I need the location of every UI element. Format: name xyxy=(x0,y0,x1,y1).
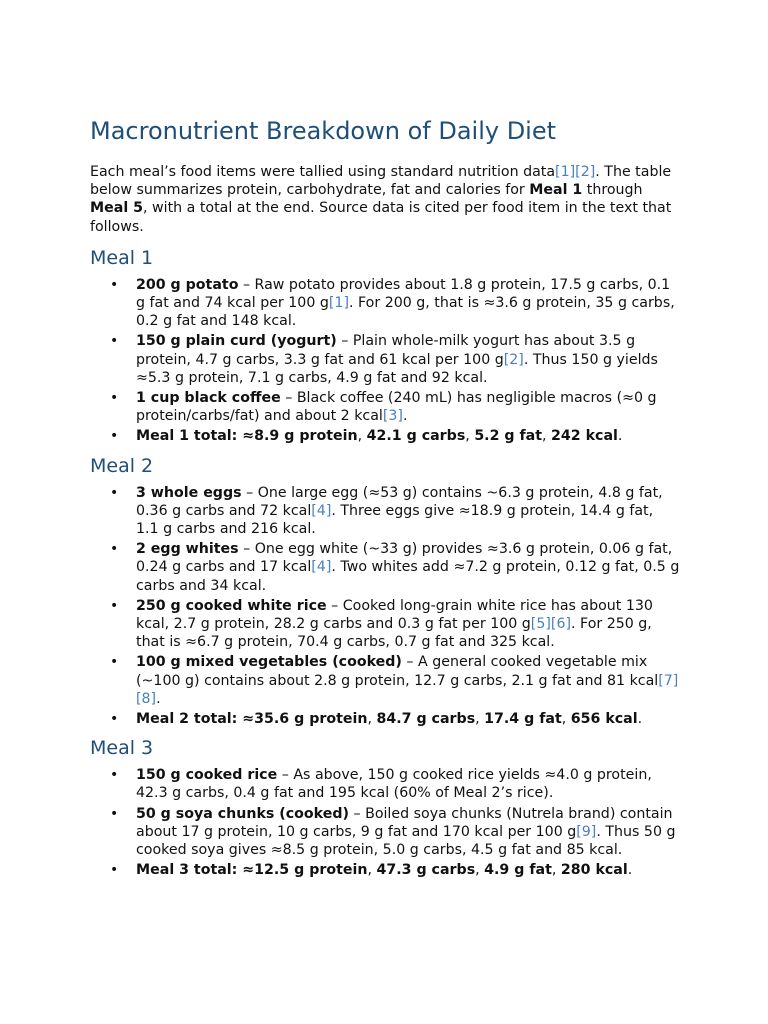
item-name: 100 g mixed vegetables (cooked) xyxy=(136,654,402,671)
page-title: Macronutrient Breakdown of Daily Diet xyxy=(90,117,557,145)
separator: . xyxy=(637,711,643,728)
total-fat: 5.2 g fat xyxy=(474,428,543,445)
bullet-icon: • xyxy=(110,711,119,728)
intro-bold: Meal 5 xyxy=(90,200,143,217)
intro-text: , with a total at the end. Source data is cited per food item in the text that follows. xyxy=(90,200,672,235)
list-item xyxy=(90,805,680,860)
total-protein: Meal 2 total: ≈35.6 g protein xyxy=(136,711,368,728)
bullet-icon: • xyxy=(110,805,119,822)
item-name: 150 g plain curd (yogurt) xyxy=(136,333,337,350)
citation-link[interactable]: [9] xyxy=(576,823,597,840)
total-carbs: 42.1 g carbs xyxy=(366,428,466,445)
bullet-icon: • xyxy=(110,541,119,558)
item-text: . For 250 g, that is ≈6.7 g protein, 70.4 g carbs, 0.7 g fat and 325 kcal. xyxy=(136,616,652,651)
citation-link[interactable]: [6] xyxy=(550,616,572,633)
list-item xyxy=(90,540,680,595)
total-carbs: 84.7 g carbs xyxy=(376,711,476,728)
intro-text: Each meal’s food items were tallied using standard nutrition data xyxy=(90,164,556,180)
separator: , xyxy=(561,711,571,728)
bullet-icon: • xyxy=(110,390,119,407)
citation-link[interactable]: [2] xyxy=(503,351,524,368)
separator: . xyxy=(617,428,623,445)
item-name: 1 cup black coffee xyxy=(136,390,281,407)
separator: , xyxy=(367,862,377,879)
bullet-icon: • xyxy=(110,597,119,614)
citation-link[interactable]: [3] xyxy=(382,408,403,425)
citation-link[interactable]: [8] xyxy=(136,690,157,707)
list-item xyxy=(90,653,680,708)
item-text: . xyxy=(156,690,161,707)
item-text: – Boiled soya chunks (Nutrela brand) contain about 17 g protein, 10 g carbs, 9 g fat and 170 kcal per 100 g xyxy=(136,805,673,840)
section-heading-meal-3: Meal 3 xyxy=(90,737,154,760)
meal-total xyxy=(90,861,680,879)
list-item xyxy=(90,766,680,802)
item-name: 250 g cooked white rice xyxy=(136,597,327,614)
total-carbs: 47.3 g carbs xyxy=(376,862,476,879)
citation-link[interactable]: [4] xyxy=(311,502,332,519)
citation-link[interactable]: [2] xyxy=(575,164,596,180)
separator: , xyxy=(475,862,485,879)
list-item xyxy=(90,389,680,425)
separator: , xyxy=(475,711,485,728)
item-name: 50 g soya chunks (cooked) xyxy=(136,805,349,822)
item-text: . Three eggs give ≈18.9 g protein, 14.4 g fat, 1.1 g carbs and 216 kcal. xyxy=(136,502,654,538)
intro-bold: Meal 1 xyxy=(529,182,583,199)
item-text: – Plain whole-milk yogurt has about 3.5 g protein, 4.7 g carbs, 3.3 g fat and 61 kcal per 100 g xyxy=(136,333,636,368)
total-protein: Meal 3 total: ≈12.5 g protein xyxy=(136,862,368,879)
total-protein: Meal 1 total: ≈8.9 g protein xyxy=(136,428,358,445)
item-text: . Two whites add ≈7.2 g protein, 0.12 g fat, 0.5 g carbs and 34 kcal. xyxy=(136,559,680,594)
list-item xyxy=(90,597,680,652)
separator: , xyxy=(357,428,367,445)
item-text: – Raw potato provides about 1.8 g protein, 17.5 g carbs, 0.1 g fat and 74 kcal per 100 g xyxy=(136,276,671,312)
bullet-icon: • xyxy=(110,862,119,879)
total-kcal: 280 kcal xyxy=(560,862,628,879)
separator: , xyxy=(551,862,561,879)
bullet-icon: • xyxy=(110,767,119,784)
bullet-icon: • xyxy=(110,333,119,350)
item-text: – As above, 150 g cooked rice yields ≈4.0 g protein, 42.3 g carbs, 0.4 g fat and 195 kcal (60% of Meal 2’s rice). xyxy=(136,767,652,802)
total-kcal: 242 kcal xyxy=(551,428,618,445)
list-item xyxy=(90,276,680,331)
item-name: 150 g cooked rice xyxy=(136,767,278,784)
citation-link[interactable]: [1] xyxy=(328,295,349,312)
meal-1-list xyxy=(90,276,680,446)
separator: , xyxy=(367,711,377,728)
item-text: – Black coffee (240 mL) has negligible macros (≈0 g protein/carbs/fat) and about 2 kcal xyxy=(136,390,657,425)
list-item xyxy=(90,484,680,539)
total-fat: 4.9 g fat xyxy=(484,862,552,879)
citation-link[interactable]: [4] xyxy=(311,559,332,576)
intro-text: . The table below summarizes protein, carbohydrate, fat and calories for xyxy=(90,164,672,199)
list-item xyxy=(90,332,680,387)
intro-text: through xyxy=(582,182,643,199)
bullet-icon: • xyxy=(110,428,119,445)
meal-total xyxy=(90,427,680,445)
intro-paragraph xyxy=(90,163,680,236)
separator: , xyxy=(465,428,475,445)
item-text: . For 200 g, that is ≈3.6 g protein, 35 g carbs, 0.2 g fat and 148 kcal. xyxy=(136,295,675,330)
item-text: . Thus 50 g cooked soya gives ≈8.5 g protein, 5.0 g carbs, 4.5 g fat and 85 kcal. xyxy=(136,823,676,859)
item-text: . xyxy=(402,408,408,425)
item-text: . Thus 150 g yields ≈5.3 g protein, 7.1 g carbs, 4.9 g fat and 92 kcal. xyxy=(136,351,658,386)
item-text: – A general cooked vegetable mix (~100 g) contains about 2.8 g protein, 12.7 g carbs, 2.1 g fat and 81 kcal xyxy=(136,654,659,689)
item-text: – One large egg (≈53 g) contains ~6.3 g protein, 4.8 g fat, 0.36 g carbs and 72 kcal xyxy=(136,484,663,519)
section-heading-meal-1: Meal 1 xyxy=(90,246,154,269)
meal-2-list xyxy=(90,484,680,729)
total-kcal: 656 kcal xyxy=(570,711,638,728)
total-fat: 17.4 g fat xyxy=(484,711,562,728)
item-name: 3 whole eggs xyxy=(136,484,242,501)
citation-link[interactable]: [5] xyxy=(530,616,551,633)
citation-link[interactable]: [7] xyxy=(658,672,679,689)
citation-link[interactable]: [1] xyxy=(555,164,576,180)
bullet-icon: • xyxy=(110,276,119,293)
separator: . xyxy=(627,862,633,879)
section-heading-meal-2: Meal 2 xyxy=(90,454,154,477)
item-text: – Cooked long-grain white rice has about 130 kcal, 2.7 g protein, 28.2 g carbs and 0.3 g fat per 100 g xyxy=(136,597,653,633)
meal-3-list xyxy=(90,766,680,879)
item-name: 200 g potato xyxy=(136,276,239,293)
bullet-icon: • xyxy=(110,484,119,501)
item-text: – One egg white (~33 g) provides ≈3.6 g protein, 0.06 g fat, 0.24 g carbs and 17 kcal xyxy=(136,541,673,576)
separator: , xyxy=(542,428,552,445)
item-name: 2 egg whites xyxy=(136,541,239,558)
bullet-icon: • xyxy=(110,654,119,671)
meal-total xyxy=(90,710,680,728)
